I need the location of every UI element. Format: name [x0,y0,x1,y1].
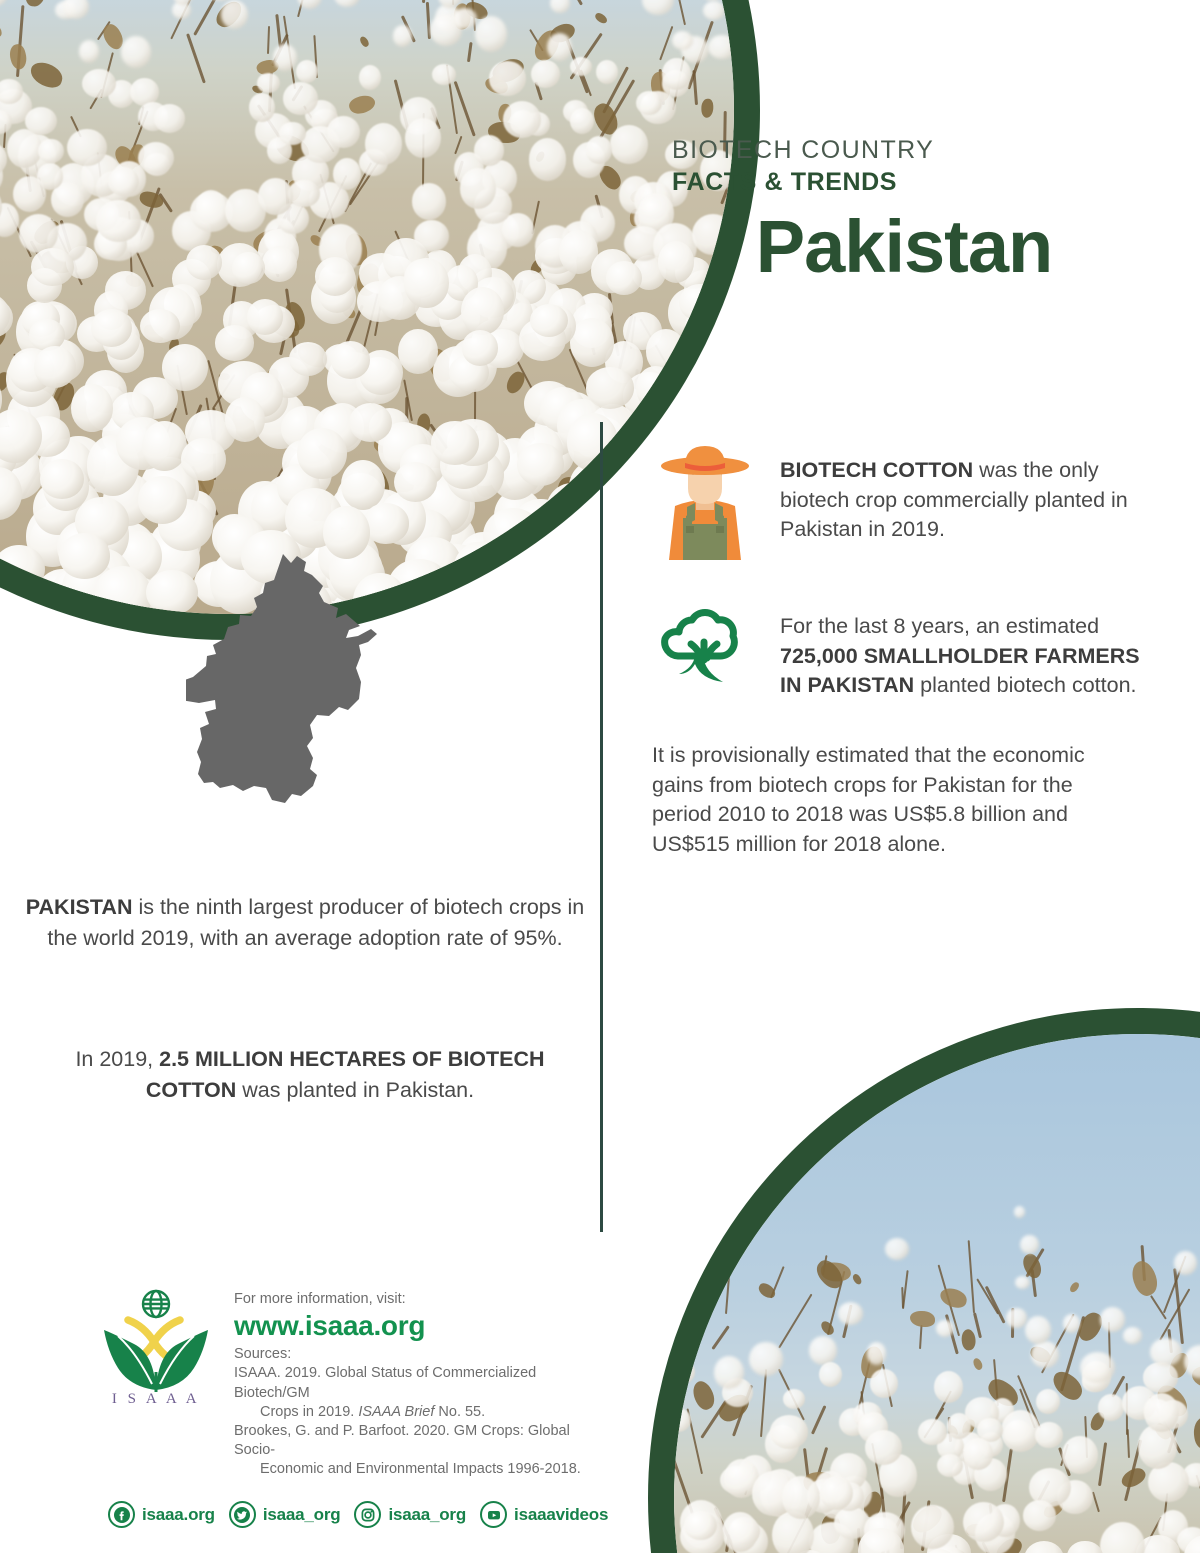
source-1b-pre: Crops in 2019. [260,1403,359,1420]
social-facebook[interactable] [108,1501,215,1528]
twitter-label: isaaa_org [262,1504,341,1524]
visit-line: For more information, visit: [234,1291,406,1307]
twitter-icon-svg [234,1507,250,1523]
header-kicker-bold: FACTS & TRENDS [672,167,898,196]
isaaa-wordmark: I S A A A [111,1391,201,1404]
stat-2-post: was planted in Pakistan. [236,1077,475,1102]
fact-1-bold: BIOTECH COTTON [780,458,974,482]
sources-label: Sources: [234,1346,292,1363]
source-1b-post: No. 55. [434,1403,486,1420]
pakistan-map-svg [186,548,426,804]
fact-smallholder-text [780,600,1152,701]
isaaa-logo-svg [100,1286,212,1404]
fact-2-post: planted biotech cotton. [914,673,1137,698]
stat-hectares-planted [60,1044,560,1105]
footer [100,1286,609,1528]
economic-gains-paragraph: It is provisionally estimated that the economic gains from biotech crops for Pakistan for the period 2010 to 2018 was US$5.8 billion and US$515 million for 2018 alone. [652,742,1085,856]
stat-1-rest: is the ninth largest producer of biotech crops in the world 2019, with an average adoption rate of 95%. [47,895,585,950]
source-1b-italic: ISAAA Brief [358,1403,435,1420]
instagram-label: isaaa_org [388,1504,467,1524]
source-2-line-2: Economic and Environmental Impacts 1996-2018. [260,1461,581,1478]
twitter-icon[interactable] [229,1501,256,1528]
youtube-icon-svg [486,1507,502,1523]
cotton-field-photo-bottom [648,1008,1200,1553]
stat-2-bold: 2.5 MILLION HECTARES OF BIOTECH COTTON [145,1047,545,1102]
isaaa-logo [100,1286,218,1409]
instagram-icon[interactable] [354,1501,381,1528]
farmer-icon-svg [657,444,753,560]
website-url[interactable]: www.isaaa.org [234,1310,426,1342]
facebook-icon-svg [114,1507,130,1523]
stat-2-pre: In 2019, [75,1047,160,1071]
youtube-label: isaaavideos [514,1504,609,1524]
youtube-icon[interactable] [480,1501,507,1528]
page-header [672,136,1142,288]
stat-1-bold: PAKISTAN [25,895,133,919]
fact-1-rest: was the only biotech crop commercially planted in Pakistan in 2019. [780,458,1128,542]
social-instagram[interactable] [354,1501,466,1528]
source-2-line-1: Brookes, G. and P. Barfoot. 2020. GM Crops: Global Socio- [234,1422,570,1458]
facebook-label: isaaa.org [142,1504,215,1524]
page-title: Pakistan [755,205,1053,288]
header-kicker: BIOTECH COUNTRY [672,136,935,164]
right-column [652,444,1152,860]
stat-producer-rank [20,892,590,953]
fact-biotech-cotton [652,444,1152,560]
fact-2-bold: 725,000 SMALLHOLDER FARMERS IN PAKISTAN [780,643,1140,698]
facebook-icon[interactable] [108,1501,135,1528]
source-1-line-1: ISAAA. 2019. Global Status of Commercialized Biotech/GM [234,1365,537,1401]
cotton-boll-icon [652,600,758,700]
cotton-field-photo-top [0,0,760,640]
column-divider [600,422,603,1232]
social-twitter[interactable] [229,1501,341,1528]
social-youtube[interactable] [480,1501,608,1528]
instagram-icon-svg [360,1507,376,1523]
fact-2-pre: For the last 8 years, an estimated [780,614,1100,638]
fact-smallholder-farmers [652,600,1152,701]
source-1-line-2 [234,1403,600,1422]
social-links [108,1501,609,1528]
fact-biotech-cotton-text [780,444,1152,545]
farmer-icon [652,444,758,560]
pakistan-map [186,548,426,804]
cotton-boll-icon-svg [655,600,755,700]
